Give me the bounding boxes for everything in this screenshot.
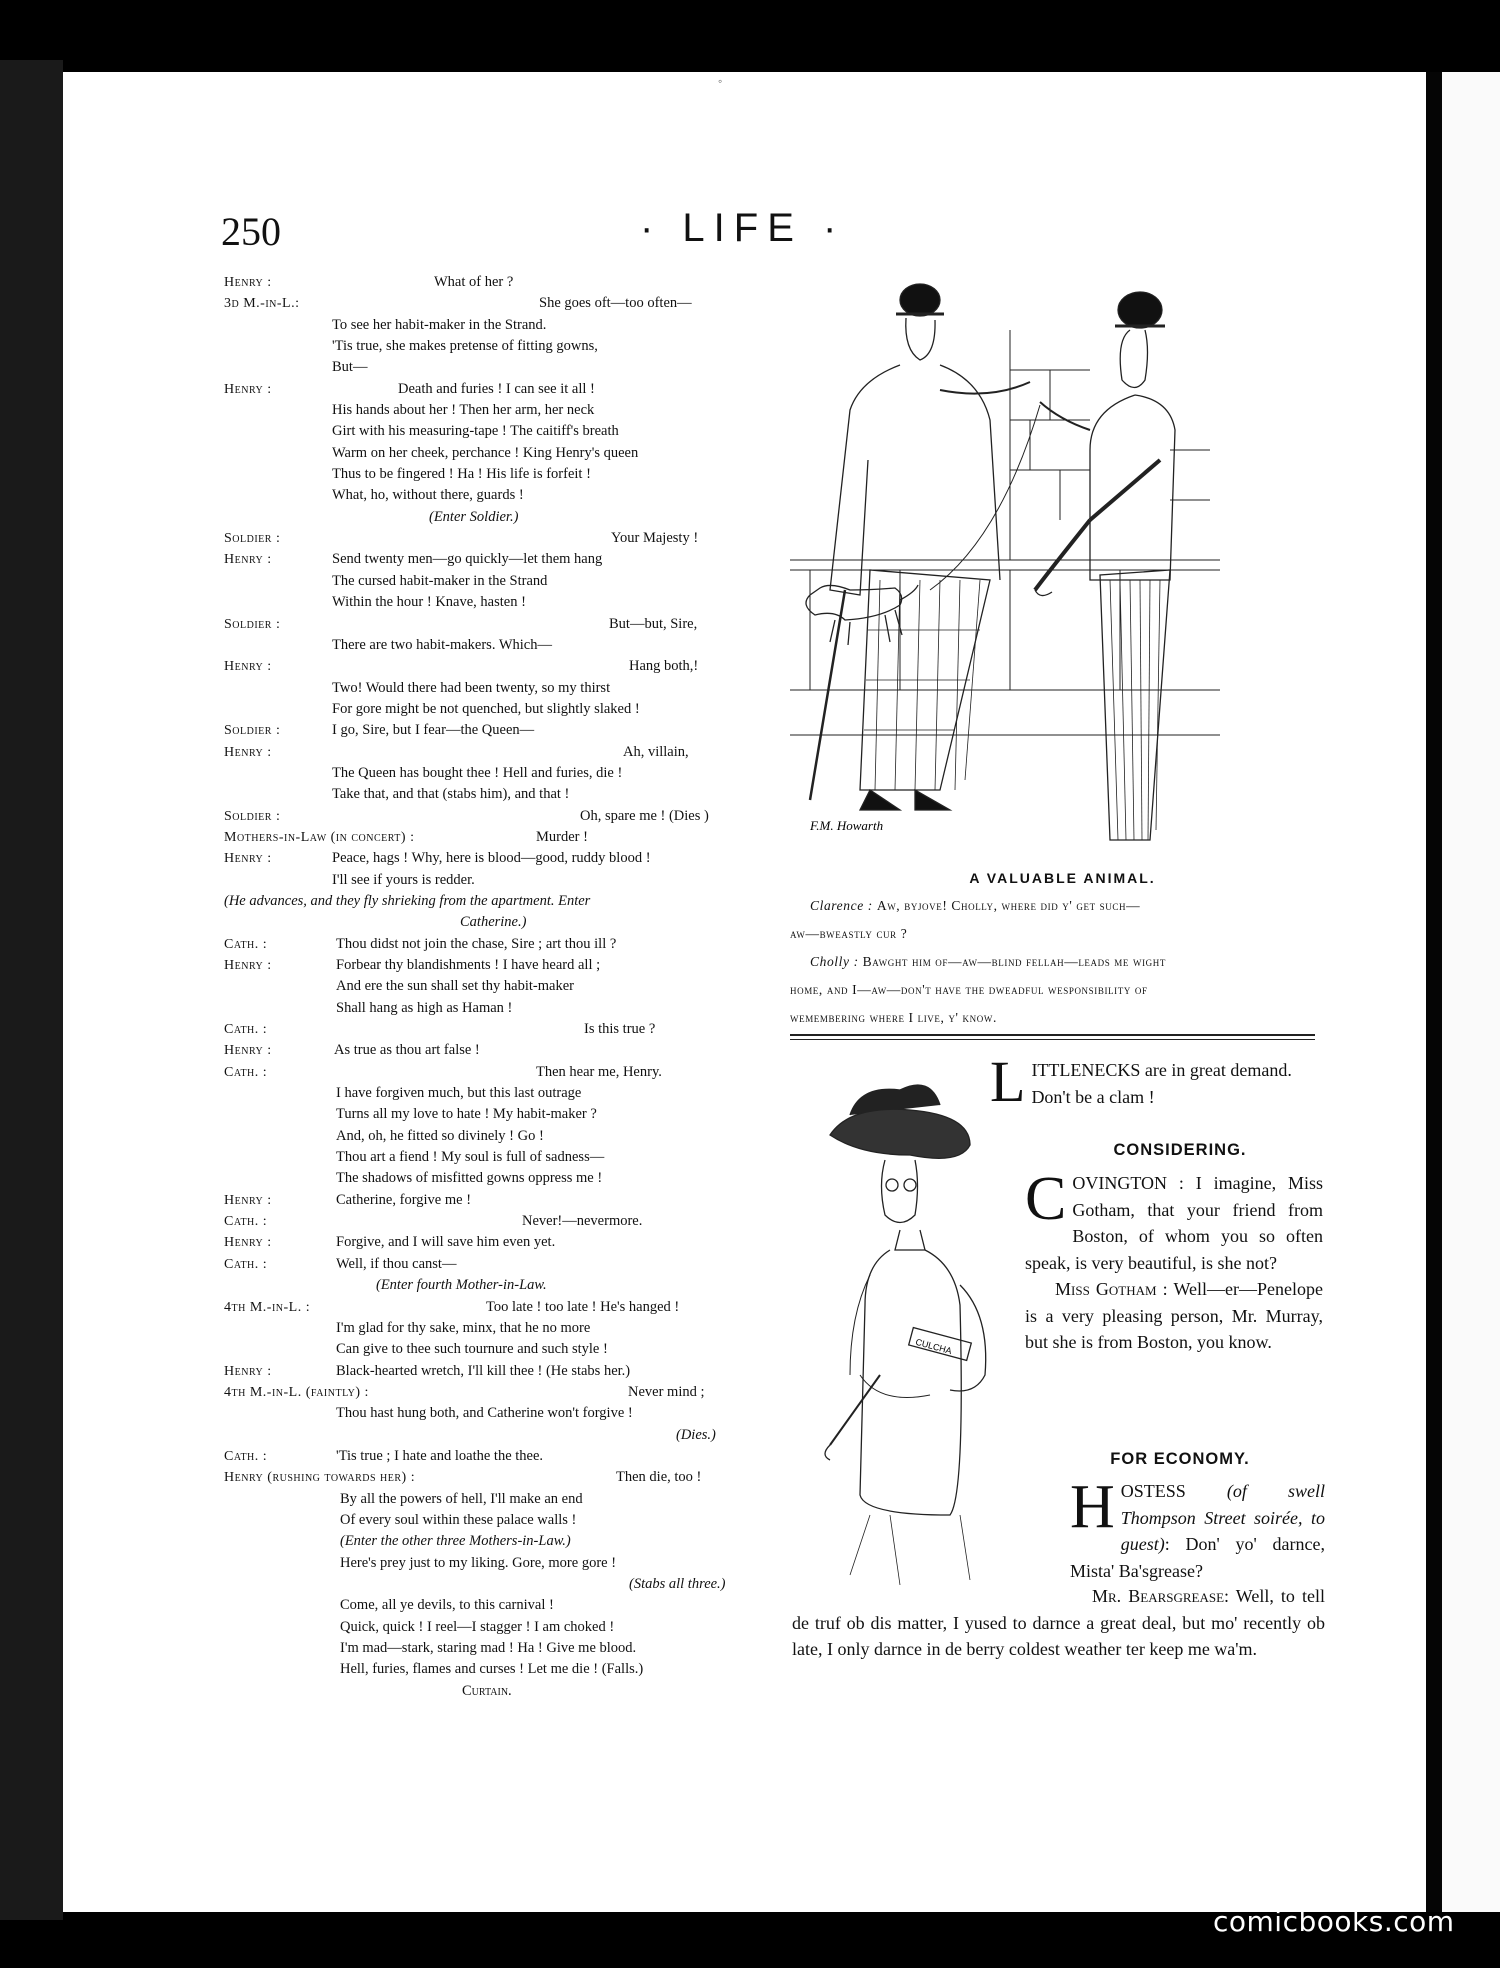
line-text: Can give to thee such tournure and such style ! [336, 1341, 608, 1358]
line-text: (Enter fourth Mother-in-Law. [376, 1277, 547, 1294]
economy-hostess: OSTESS [1120, 1481, 1227, 1501]
line-text: Thou didst not join the chase, Sire ; art thou ill ? [336, 935, 617, 952]
speaker-name: 4th M.-in-L. (faintly) : [224, 1384, 369, 1400]
economy-heading: FOR ECONOMY. [1110, 1450, 1250, 1468]
speaker-clarence: Clarence : [810, 898, 873, 913]
line-text: Black-hearted wretch, I'll kill thee ! (He stabs her.) [336, 1362, 631, 1379]
play-line [224, 1553, 764, 1574]
speaker-name: Henry : [224, 552, 272, 568]
cholly-line-end: wemembering where I live, y' know. [790, 1010, 997, 1025]
play-line [224, 998, 764, 1019]
play-line [224, 656, 764, 677]
play-line [224, 1126, 764, 1147]
line-text: I have forgiven much, but this last outrage [336, 1085, 582, 1102]
culcha-tag: CULCHA [914, 1336, 953, 1357]
line-text: Send twenty men—go quickly—let them hang [332, 551, 603, 568]
play-line [224, 293, 764, 314]
speaker-name: Cath. : [224, 1448, 268, 1464]
play-line [224, 1232, 764, 1253]
line-text: Curtain. [462, 1682, 512, 1699]
speaker-name: Soldier : [224, 808, 281, 824]
speaker-name: Henry : [224, 851, 272, 867]
play-line [224, 1211, 764, 1232]
play-line [224, 528, 764, 549]
play-line [224, 1510, 764, 1531]
binding-hole: ◦ [718, 74, 723, 88]
cartoon-dialogue-clarence [790, 892, 1335, 948]
economy-p2: Well, to tell de truf ob dis matter, I yused to darnce a great deal, but mo' recently ob late, I only darnce in de berry coldest weather ter keep me wa'm. [792, 1586, 1325, 1659]
line-text: To see her habit-maker in the Strand. [332, 316, 547, 333]
play-line [224, 699, 764, 720]
speaker-miss-gotham: Miss Gotham : [1055, 1279, 1168, 1299]
considering-text [1025, 1165, 1323, 1356]
play-line [224, 1638, 764, 1659]
line-text: (He advances, and they fly shrieking from the apartment. Enter [224, 892, 591, 909]
play-line [224, 827, 764, 848]
littlenecks-text: ITTLENECKS are in great demand. Don't be a clam ! [1031, 1060, 1292, 1107]
play-line [224, 614, 764, 635]
play-column [224, 272, 764, 1702]
play-line [224, 1531, 764, 1552]
play-line [224, 976, 764, 997]
line-text: (Enter Soldier.) [429, 508, 519, 525]
considering-heading: CONSIDERING. [1113, 1141, 1247, 1159]
line-text: But—but, Sire, [609, 615, 698, 632]
cartoon-title: A VALUABLE ANIMAL. [969, 870, 1156, 886]
cartoon-valuable-animal [790, 270, 1335, 850]
line-text: The cursed habit-maker in the Strand [332, 572, 548, 589]
line-text: Never mind ; [628, 1383, 705, 1400]
site-watermark: comicbooks.com [1213, 1905, 1455, 1938]
line-text: Oh, spare me ! (Dies ) [580, 807, 709, 824]
line-text: Warm on her cheek, perchance ! King Henry's queen [332, 444, 639, 461]
play-line [224, 1318, 764, 1339]
dropcap-c: C [1025, 1165, 1067, 1233]
play-line [224, 891, 764, 912]
play-line [224, 1104, 764, 1125]
line-text: 'Tis true ; I hate and loathe the thee. [336, 1447, 544, 1464]
line-text: Too late ! too late ! He's hanged ! [486, 1298, 680, 1315]
economy-reply [792, 1583, 1325, 1663]
line-text: As true as thou art false ! [334, 1042, 480, 1059]
speaker-name: Henry : [224, 659, 272, 675]
play-line [224, 848, 764, 869]
line-text: Here's prey just to my liking. Gore, more gore ! [340, 1554, 617, 1571]
clarence-line-cont: aw—bweastly cur ? [790, 926, 908, 941]
line-text: Thou art a fiend ! My soul is full of sadness— [336, 1149, 605, 1166]
line-text: 'Tis true, she makes pretense of fitting gowns, [332, 338, 598, 355]
line-text: There are two habit-makers. Which— [332, 636, 552, 653]
economy-intro [1070, 1473, 1325, 1584]
play-line [224, 1190, 764, 1211]
man-clarence [810, 284, 1030, 810]
play-line [224, 592, 764, 613]
line-text: Girt with his measuring-tape ! The caitiff's breath [332, 423, 619, 440]
line-text: Forgive, and I will save him even yet. [336, 1234, 556, 1251]
line-text: What, ho, without there, guards ! [332, 487, 524, 504]
line-text: And, oh, he fitted so divinely ! Go ! [336, 1127, 544, 1144]
line-text: Then hear me, Henry. [536, 1063, 662, 1080]
line-text: (Dies.) [676, 1426, 716, 1443]
play-line [224, 357, 764, 378]
line-text: Murder ! [536, 828, 588, 845]
line-text: Hang both,! [629, 658, 699, 675]
play-line [224, 1617, 764, 1638]
line-text: Turns all my love to hate ! My habit-maker ? [336, 1106, 597, 1123]
speaker-name: Cath. : [224, 1214, 268, 1230]
play-line [224, 549, 764, 570]
littlenecks-paragraph [990, 1049, 1320, 1114]
speaker-name: Henry : [224, 381, 272, 397]
speaker-name: Henry : [224, 1363, 272, 1379]
clarence-line: Aw, byjove! Cholly, where did y' get such— [876, 898, 1141, 913]
line-text: Come, all ye devils, to this carnival ! [340, 1597, 554, 1614]
play-line [224, 1425, 764, 1446]
speaker-name: Cath. : [224, 1256, 268, 1272]
speaker-name: Henry : [224, 275, 272, 290]
line-text: Forbear thy blandishments ! I have heard all ; [336, 957, 601, 973]
play-line [224, 1489, 764, 1510]
line-text: Catherine, forgive me ! [336, 1191, 472, 1208]
line-text: Quick, quick ! I reel—I stagger ! I am choked ! [340, 1618, 615, 1635]
play-line [224, 806, 764, 827]
page-number: 250 [221, 209, 281, 254]
play-line [224, 1062, 764, 1083]
play-line [224, 1168, 764, 1189]
cartoon-dialogue-cholly [790, 948, 1335, 1032]
speaker-name: Soldier : [224, 616, 281, 632]
page-gutter-shadow [1426, 72, 1442, 1912]
play-line [224, 272, 764, 293]
line-text: (Enter the other three Mothers-in-Law.) [340, 1533, 571, 1550]
play-line [224, 720, 764, 741]
play-line [224, 1083, 764, 1104]
economy-stage-direction: (of swell Thompson Street soirée, to guest) [1120, 1481, 1325, 1554]
play-line [224, 443, 764, 464]
line-text: But— [332, 359, 368, 376]
line-text: Well, if thou canst— [336, 1255, 457, 1272]
speaker-name: Henry (rushing towards her) : [224, 1470, 416, 1486]
line-text: Thus to be fingered ! Ha ! His life is forfeit ! [332, 466, 591, 483]
line-text: I'll see if yours is redder. [332, 871, 475, 888]
speaker-name: Cath. : [224, 1022, 268, 1038]
speaker-name: Henry : [224, 1192, 272, 1208]
play-line [224, 464, 764, 485]
play-line [224, 763, 764, 784]
play-line [224, 1361, 764, 1382]
line-text: What of her ? [434, 274, 514, 290]
line-text: Never!—nevermore. [522, 1213, 643, 1230]
dog [806, 585, 918, 645]
considering-p2: Well—er—Penelope is a very pleasing person, Mr. Murray, but she is from Boston, you know. [1025, 1279, 1323, 1352]
play-line [224, 1297, 764, 1318]
play-line [224, 1467, 764, 1488]
section-divider [790, 1034, 1315, 1040]
line-text: Take that, and that (stabs him), and that ! [332, 786, 570, 803]
play-line [224, 315, 764, 336]
cholly-line-cont: home, and I—aw—don't have the dweadful wesponsibility of [790, 982, 1148, 997]
dropcap-l: L [990, 1049, 1026, 1114]
play-line [224, 955, 764, 976]
line-text: I go, Sire, but I fear—the Queen— [332, 722, 535, 739]
play-line [224, 1382, 764, 1403]
line-text: Of every soul within these palace walls ! [340, 1511, 577, 1528]
line-text: I'm mad—stark, staring mad ! Ha ! Give me blood. [340, 1640, 637, 1656]
play-line [224, 784, 764, 805]
speaker-name: 4th M.-in-L. : [224, 1299, 311, 1315]
dropcap-h: H [1070, 1473, 1115, 1541]
artist-signature: F.M. Howarth [810, 818, 884, 833]
line-text: By all the powers of hell, I'll make an end [340, 1490, 583, 1507]
speaker-name: Mothers-in-Law (in concert) : [224, 829, 415, 845]
play-line [224, 678, 764, 699]
play-line [224, 742, 764, 763]
line-text: Your Majesty ! [611, 530, 699, 547]
line-text: Shall hang as high as Haman ! [336, 999, 513, 1016]
line-text: Death and furies ! I can see it all ! [398, 380, 595, 397]
line-text: I'm glad for thy sake, minx, that he no more [336, 1319, 591, 1336]
speaker-cholly: Cholly : [810, 954, 859, 969]
line-text: Ah, villain, [623, 743, 689, 760]
play-line [224, 870, 764, 891]
magazine-title: · LIFE · [640, 206, 846, 250]
cartoon-culcha-lady [790, 1075, 1040, 1595]
line-text: The shadows of misfitted gowns oppress me ! [336, 1170, 603, 1187]
play-line [224, 379, 764, 400]
line-text: Is this true ? [584, 1021, 656, 1038]
play-line [224, 421, 764, 442]
speaker-name: Cath. : [224, 1064, 268, 1080]
line-text: And ere the sun shall set thy habit-maker [336, 978, 574, 995]
play-line [224, 1147, 764, 1168]
line-text: (Stabs all three.) [629, 1575, 726, 1592]
line-text: Two! Would there had been twenty, so my thirst [332, 679, 611, 696]
play-line [224, 1019, 764, 1040]
play-line [224, 1339, 764, 1360]
line-text: Within the hour ! Knave, hasten ! [332, 594, 526, 611]
play-line [224, 1403, 764, 1424]
line-text: Catherine.) [460, 914, 527, 931]
speaker-name: Soldier : [224, 723, 281, 739]
considering-p1: OVINGTON : I imagine, Miss Gotham, that your friend from Boston, of whom you so often speak, is very beautiful, is she not? [1025, 1173, 1323, 1273]
play-line [224, 400, 764, 421]
line-text: Thou hast hung both, and Catherine won't forgive ! [336, 1405, 633, 1422]
line-text: Hell, furies, flames and curses ! Let me die ! (Falls.) [340, 1661, 644, 1678]
speaker-name: Henry : [224, 958, 272, 973]
speaker-name: Henry : [224, 744, 272, 760]
play-line [224, 336, 764, 357]
play-line [224, 1040, 764, 1061]
play-line [224, 635, 764, 656]
play-line [224, 507, 764, 528]
adjacent-page-edge [1442, 72, 1500, 1912]
cholly-line: Bawght him of—aw—blind fellah—leads me wight [862, 954, 1166, 969]
scan-left-border [0, 60, 63, 1920]
play-line [224, 1659, 764, 1680]
speaker-name: Soldier : [224, 531, 281, 547]
line-text: His hands about her ! Then her arm, her neck [332, 402, 595, 419]
play-line [224, 1275, 764, 1296]
economy-hostess-line: : Don' yo' darnce, Mista' Ba'sgrease? [1070, 1534, 1325, 1581]
speaker-name: Henry : [224, 1043, 272, 1059]
play-line [224, 912, 764, 933]
line-text: She goes oft—too often— [539, 295, 692, 312]
speaker-name: Cath. : [224, 936, 268, 952]
speaker-name: Henry : [224, 1235, 272, 1251]
play-line [224, 1681, 764, 1702]
play-line [224, 934, 764, 955]
play-line [224, 1574, 764, 1595]
play-line [224, 1446, 764, 1467]
play-line [224, 485, 764, 506]
play-line [224, 1595, 764, 1616]
line-text: Then die, too ! [616, 1469, 702, 1486]
speaker-name: 3d M.-in-L.: [224, 296, 300, 312]
speaker-bearsgrease: Mr. Bearsgrease: [1092, 1586, 1230, 1606]
line-text: For gore might be not quenched, but slightly slaked ! [332, 700, 640, 717]
man-cholly [1035, 292, 1175, 840]
line-text: Peace, hags ! Why, here is blood—good, ruddy blood ! [332, 850, 651, 867]
play-line [224, 571, 764, 592]
line-text: The Queen has bought thee ! Hell and furies, die ! [332, 764, 623, 781]
play-line [224, 1254, 764, 1275]
